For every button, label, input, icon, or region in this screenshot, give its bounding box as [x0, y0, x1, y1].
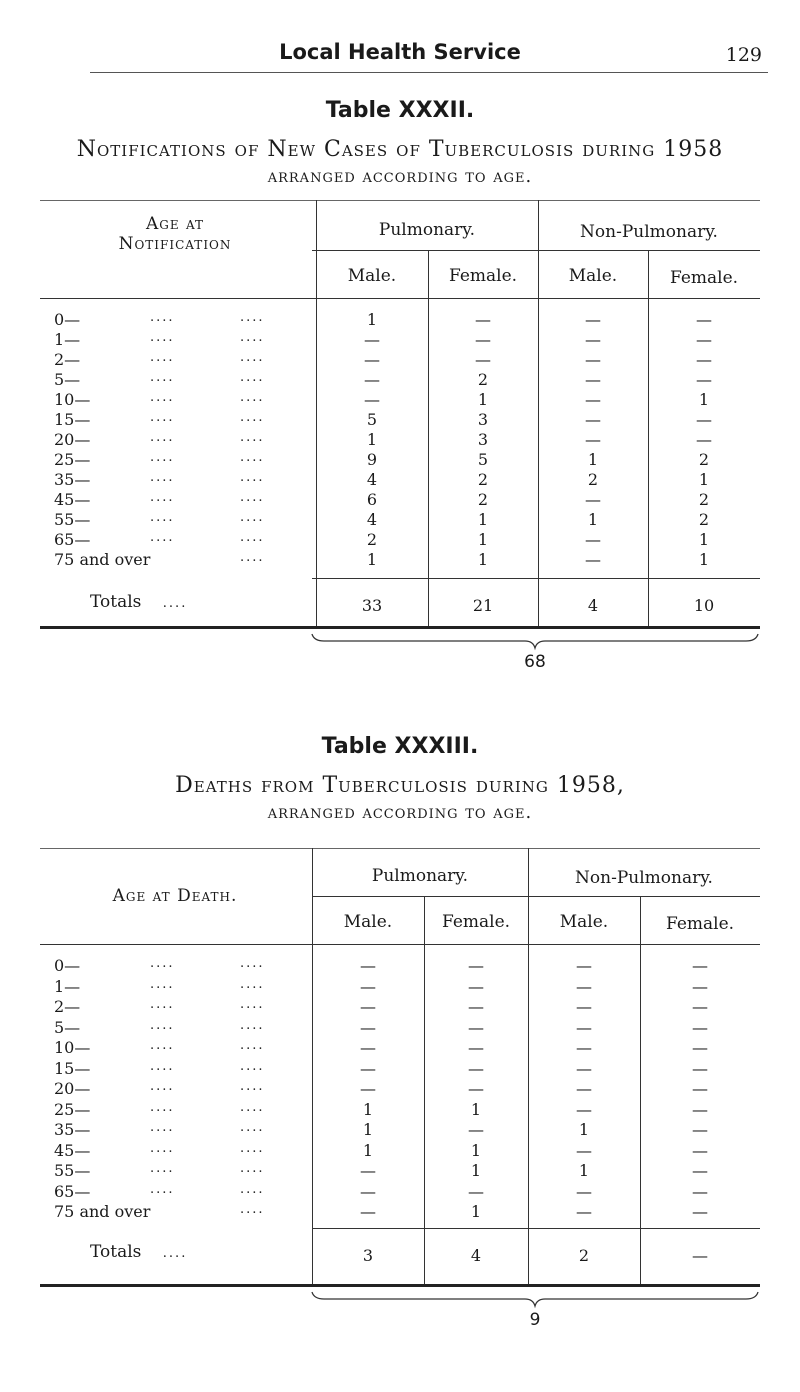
age-band-label: 10— — [54, 390, 91, 409]
leader-dots: .... — [150, 470, 175, 485]
table-cell: 1 — [477, 390, 489, 409]
table-cell: — — [576, 1017, 592, 1037]
table-cell: — — [475, 310, 491, 329]
table-cell: — — [360, 997, 376, 1016]
table-cell: — — [585, 350, 601, 369]
table-cell: — — [585, 330, 601, 349]
leader-dots: .... — [150, 490, 175, 505]
age-band-label: 20— — [54, 1079, 91, 1098]
leader-dots: .... — [240, 997, 265, 1012]
table-cell: — — [364, 390, 380, 409]
table-cell: 1 — [470, 1161, 482, 1180]
table-1-group-rule — [312, 250, 760, 251]
age-band — [40, 1120, 300, 1141]
table-cell: — — [360, 1079, 376, 1098]
age-band-label: 1— — [54, 330, 81, 349]
table-cell: — — [692, 1038, 708, 1057]
table-cell: — — [585, 370, 601, 389]
table-cell: 1 — [362, 1140, 374, 1160]
age-band-label: 55— — [54, 1161, 91, 1180]
table-cell: 4 — [366, 470, 378, 489]
age-band — [40, 956, 300, 977]
table-cell: — — [468, 976, 484, 996]
age-band — [40, 1161, 300, 1182]
table-1-totals-rule — [312, 578, 760, 579]
table-cell: 5 — [477, 450, 489, 469]
table-cell: — — [360, 956, 376, 975]
leader-dots: .... — [150, 530, 175, 545]
table-cell: — — [692, 1181, 708, 1201]
table-1-nonpulm-male-header: Male. — [568, 266, 618, 286]
table-cell: — — [692, 1099, 708, 1119]
table-cell: — — [585, 550, 601, 569]
table-cell: — — [696, 430, 712, 449]
leader-dots: .... — [150, 310, 175, 325]
table-2-title: Table XXXIII. — [321, 734, 479, 759]
leader-dots: .... — [240, 470, 265, 485]
table-2-bottom-rule — [40, 1284, 760, 1287]
table-2-total-pulm-male: 3 — [362, 1246, 374, 1265]
table-cell: — — [576, 1140, 592, 1160]
table-cell: — — [468, 1181, 484, 1201]
table-cell: 1 — [366, 430, 378, 449]
table-cell: — — [360, 1017, 376, 1037]
table-cell: — — [692, 976, 708, 996]
leader-dots: .... — [150, 1017, 175, 1033]
notifications-table — [40, 200, 760, 670]
table-1-pulmonary-header: Pulmonary. — [378, 220, 476, 240]
leader-dots: .... — [150, 350, 175, 365]
table-cell: 2 — [698, 510, 710, 529]
age-band — [40, 450, 300, 470]
table-2-grand-total: 9 — [529, 1310, 541, 1330]
table-2-non-pulmonary-header: Non-Pulmonary. — [575, 868, 713, 888]
leader-dots: .... — [150, 510, 175, 525]
running-title: Local Health Service — [279, 40, 521, 64]
table-cell: — — [360, 976, 376, 996]
leader-dots: .... — [240, 1181, 265, 1197]
age-band-label: 75 and over — [54, 550, 151, 569]
age-band-label: 25— — [54, 1099, 91, 1119]
table-1-nonpulm-female-header: Female. — [669, 268, 739, 288]
leader-dots: .... — [240, 410, 265, 425]
table-2-caption — [0, 772, 800, 826]
leader-dots: .... — [150, 430, 175, 445]
leader-dots: .... — [240, 1202, 265, 1217]
table-2-totals-rule — [312, 1228, 760, 1229]
table-cell: — — [468, 1079, 484, 1098]
table-cell: — — [576, 1058, 592, 1078]
age-band-label: 35— — [54, 1120, 91, 1139]
table-cell: — — [576, 1079, 592, 1098]
age-band — [40, 330, 300, 350]
table-cell: 1 — [477, 530, 489, 549]
age-band-label: 10— — [54, 1038, 91, 1057]
table-1-age-header — [40, 214, 310, 254]
leader-dots: .... — [150, 1161, 175, 1176]
table-cell: — — [585, 490, 601, 509]
table-2-total-nonpulm-male: 2 — [578, 1246, 590, 1265]
table-cell: 1 — [698, 550, 710, 569]
table-cell: — — [692, 1120, 708, 1139]
table-cell: — — [696, 350, 712, 369]
table-cell: — — [696, 310, 712, 329]
leader-dots: .... — [150, 1140, 175, 1156]
table-cell: — — [360, 1058, 376, 1078]
table-cell: — — [692, 1079, 708, 1098]
table-cell: — — [692, 1202, 708, 1221]
age-band — [40, 490, 300, 510]
table-cell: 1 — [477, 550, 489, 569]
table-cell: — — [585, 410, 601, 429]
leader-dots: .... — [240, 1079, 265, 1094]
age-band — [40, 1038, 300, 1059]
table-2-total-pulm-female: 4 — [470, 1246, 482, 1265]
leader-dots: .... — [240, 1058, 265, 1074]
age-header-line-2: Notification — [118, 234, 232, 254]
age-band — [40, 1202, 300, 1223]
table-1-pulm-female-header: Female. — [448, 266, 518, 286]
table-cell: — — [692, 956, 708, 975]
table-cell: 3 — [477, 430, 489, 449]
table-cell: 1 — [477, 510, 489, 529]
age-band — [40, 977, 300, 998]
table-1-total-nonpulm-female: 10 — [693, 596, 715, 615]
age-band-label: 15— — [54, 1058, 91, 1078]
age-band — [40, 1100, 300, 1121]
table-1-title: Table XXXII. — [325, 98, 475, 123]
table-cell: — — [692, 1017, 708, 1037]
table-cell: 5 — [366, 410, 378, 429]
age-band-label: 0— — [54, 956, 81, 975]
table-cell: — — [364, 370, 380, 389]
leader-dots: .... — [150, 1058, 175, 1074]
leader-dots: .... — [150, 1181, 175, 1197]
age-band-label: 35— — [54, 470, 91, 489]
table-2-totals-label — [90, 1242, 187, 1262]
table-2-total-nonpulm-female: — — [692, 1246, 708, 1265]
age-band-label: 2— — [54, 350, 81, 369]
table-cell: 1 — [366, 310, 378, 329]
leader-dots: .... — [240, 390, 265, 405]
table-cell: 1 — [470, 1202, 482, 1221]
leader-dots: .... — [240, 956, 265, 971]
table-cell: — — [360, 1161, 376, 1180]
table-1-totals-label — [90, 592, 187, 612]
table-2-group-rule — [312, 896, 760, 897]
table-cell: — — [576, 1038, 592, 1057]
age-band-label: 75 and over — [54, 1202, 151, 1221]
table-1-top-rule — [40, 200, 760, 201]
table-2-top-rule — [40, 848, 760, 849]
table-1-caption-line-1: Notifications of New Cases of Tuberculosis during 1958 — [76, 137, 724, 162]
age-band — [40, 1018, 300, 1039]
age-band — [40, 350, 300, 370]
table-cell: 1 — [578, 1120, 590, 1139]
age-band-label: 45— — [54, 1140, 91, 1160]
leader-dots: .... — [150, 976, 175, 992]
age-band — [40, 430, 300, 450]
table-cell: 2 — [477, 490, 489, 509]
table-cell: — — [468, 1038, 484, 1057]
table-cell: — — [576, 997, 592, 1016]
table-cell: 1 — [362, 1099, 374, 1119]
age-band-label: 65— — [54, 530, 91, 549]
leader-dots: .... — [150, 956, 175, 971]
table-cell: — — [360, 1181, 376, 1201]
leader-dots: .... — [240, 1120, 265, 1135]
age-band-label: 65— — [54, 1181, 91, 1201]
age-band — [40, 1182, 300, 1203]
table-1-header-rule — [40, 298, 760, 299]
table-cell: — — [364, 350, 380, 369]
leader-dots: .... — [150, 997, 175, 1012]
table-cell: 2 — [477, 370, 489, 389]
leader-dots: .... — [150, 330, 175, 345]
table-2-age-header: Age at Death. — [112, 886, 238, 906]
leader-dots: .... — [240, 430, 265, 445]
table-2-pulm-male-header: Male. — [343, 912, 393, 932]
table-cell: — — [585, 390, 601, 409]
leader-dots: .... — [150, 410, 175, 425]
table-cell: — — [360, 1038, 376, 1057]
leader-dots: .... — [240, 976, 265, 992]
totals-dots: .... — [162, 1246, 188, 1261]
deaths-table — [40, 848, 760, 1348]
table-cell: — — [475, 350, 491, 369]
totals-label-text: Totals — [90, 1242, 142, 1262]
leader-dots: .... — [240, 310, 265, 325]
table-cell: 1 — [470, 1099, 482, 1119]
table-cell: — — [468, 1058, 484, 1078]
table-1-non-pulmonary-header: Non-Pulmonary. — [580, 222, 718, 242]
age-band — [40, 550, 300, 570]
table-1-total-pulm-male: 33 — [361, 596, 383, 615]
table-cell: — — [576, 976, 592, 996]
table-cell: — — [468, 956, 484, 975]
table-cell: 1 — [698, 390, 710, 409]
table-cell: — — [692, 997, 708, 1016]
table-cell: — — [692, 1140, 708, 1160]
leader-dots: .... — [240, 450, 265, 465]
table-2-nonpulm-female-header: Female. — [665, 914, 735, 934]
table-2-pulm-female-header: Female. — [441, 912, 511, 932]
header-rule — [90, 72, 768, 73]
age-band — [40, 370, 300, 390]
table-cell: 1 — [698, 470, 710, 489]
table-cell: 3 — [477, 410, 489, 429]
leader-dots: .... — [150, 1120, 175, 1135]
table-cell: 1 — [587, 450, 599, 469]
leader-dots: .... — [240, 1099, 265, 1115]
leader-dots: .... — [240, 1140, 265, 1156]
leader-dots: .... — [150, 390, 175, 405]
table-cell: — — [576, 956, 592, 975]
leader-dots: .... — [240, 510, 265, 525]
age-band-label: 25— — [54, 450, 91, 469]
table-2-header-rule — [40, 944, 760, 945]
leader-dots: .... — [240, 1017, 265, 1033]
table-cell: 9 — [366, 450, 378, 469]
table-cell: — — [576, 1202, 592, 1221]
table-cell: — — [475, 330, 491, 349]
table-cell: — — [364, 330, 380, 349]
table-cell: 4 — [366, 510, 378, 529]
age-band — [40, 470, 300, 490]
table-cell: — — [360, 1202, 376, 1221]
table-cell: — — [585, 430, 601, 449]
table-cell: — — [576, 1099, 592, 1119]
leader-dots: .... — [150, 450, 175, 465]
table-1-pulm-male-header: Male. — [347, 266, 397, 286]
table-1-grand-total: 68 — [524, 652, 546, 672]
table-1-caption-line-2: arranged according to age. — [267, 166, 533, 187]
table-cell: 1 — [362, 1120, 374, 1139]
table-cell: — — [692, 1161, 708, 1180]
age-band — [40, 997, 300, 1018]
leader-dots: .... — [150, 1079, 175, 1094]
leader-dots: .... — [150, 1099, 175, 1115]
age-band — [40, 510, 300, 530]
leader-dots: .... — [240, 350, 265, 365]
leader-dots: .... — [240, 330, 265, 345]
table-1-total-pulm-female: 21 — [472, 596, 494, 615]
age-band — [40, 1059, 300, 1080]
leader-dots: .... — [240, 550, 265, 565]
table-cell: 1 — [578, 1161, 590, 1180]
age-band-label: 5— — [54, 370, 81, 389]
table-cell: — — [468, 1017, 484, 1037]
table-cell: 1 — [698, 530, 710, 549]
age-band — [40, 1079, 300, 1100]
table-cell: 1 — [470, 1140, 482, 1160]
age-band — [40, 1141, 300, 1162]
age-band-label: 5— — [54, 1017, 81, 1037]
table-cell: 2 — [698, 450, 710, 469]
leader-dots: .... — [240, 370, 265, 385]
age-band-label: 20— — [54, 430, 91, 449]
table-cell: 2 — [587, 470, 599, 489]
age-band-label: 0— — [54, 310, 81, 329]
age-band — [40, 530, 300, 550]
leader-dots: .... — [240, 530, 265, 545]
table-cell: 1 — [587, 510, 599, 529]
table-cell: — — [585, 310, 601, 329]
table-2-nonpulm-male-header: Male. — [559, 912, 609, 932]
table-1-total-brace — [310, 632, 760, 652]
table-cell: — — [468, 997, 484, 1016]
age-band — [40, 310, 300, 330]
table-1-total-nonpulm-male: 4 — [587, 596, 599, 615]
age-band-label: 1— — [54, 976, 81, 996]
age-band — [40, 390, 300, 410]
age-band — [40, 410, 300, 430]
age-band-label: 55— — [54, 510, 91, 529]
table-cell: 2 — [698, 490, 710, 509]
age-band-label: 2— — [54, 997, 81, 1016]
table-2-pulmonary-header: Pulmonary. — [371, 866, 469, 886]
leader-dots: .... — [240, 1161, 265, 1176]
table-1-caption — [0, 136, 800, 190]
totals-dots: .... — [162, 596, 188, 611]
page-number: 129 — [725, 44, 762, 66]
age-header-line-1: Age at — [145, 214, 205, 234]
table-cell: — — [696, 370, 712, 389]
table-cell: 2 — [366, 530, 378, 549]
totals-label-text: Totals — [90, 592, 142, 612]
leader-dots: .... — [150, 1038, 175, 1053]
leader-dots: .... — [150, 370, 175, 385]
table-cell: — — [692, 1058, 708, 1078]
table-cell: 6 — [366, 490, 378, 509]
table-cell: 1 — [366, 550, 378, 569]
table-cell: — — [585, 530, 601, 549]
table-cell: 2 — [477, 470, 489, 489]
leader-dots: .... — [240, 490, 265, 505]
table-2-caption-line-1: Deaths from Tuberculosis during 1958, — [175, 773, 625, 798]
table-cell: — — [696, 330, 712, 349]
table-cell: — — [576, 1181, 592, 1201]
page-header — [0, 40, 800, 70]
leader-dots: .... — [240, 1038, 265, 1053]
age-band-label: 15— — [54, 410, 91, 429]
table-cell: — — [468, 1120, 484, 1139]
table-2-total-brace — [310, 1290, 760, 1310]
table-1-bottom-rule — [40, 626, 760, 629]
table-2-caption-line-2: arranged according to age. — [267, 802, 533, 823]
age-band-label: 45— — [54, 490, 91, 509]
table-cell: — — [696, 410, 712, 429]
